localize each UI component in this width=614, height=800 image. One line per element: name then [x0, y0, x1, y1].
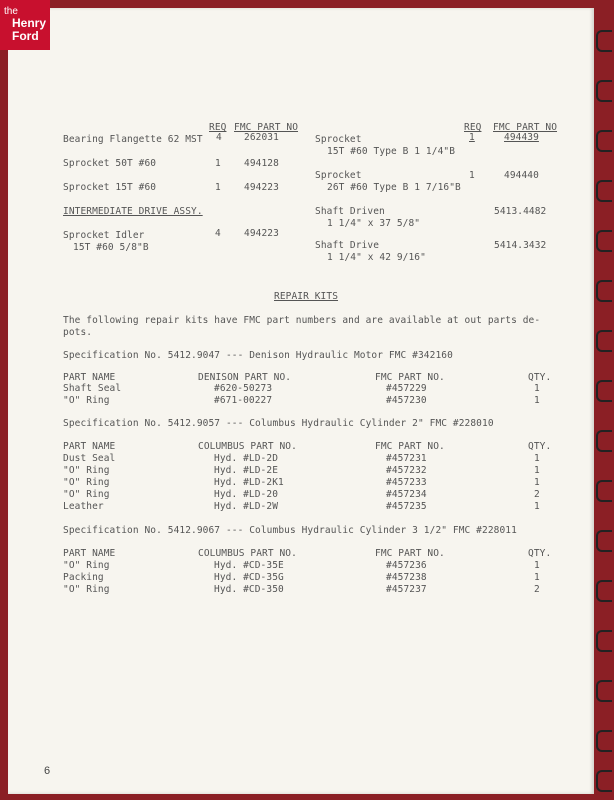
page-number: 6: [44, 765, 51, 777]
kit-qty: 1: [534, 453, 540, 464]
kit-vendor-part: Hyd. #CD-35G: [214, 572, 284, 583]
kit-part-name: Packing: [63, 572, 104, 583]
part-fmc: 5414.3432: [494, 240, 547, 251]
repair-intro-cont: pots.: [63, 327, 93, 338]
col-header-qty: QTY.: [528, 372, 552, 383]
kit-vendor-part: Hyd. #CD-35E: [214, 560, 284, 571]
left-fmc-header: FMC PART NO: [234, 122, 299, 133]
part-req: 1: [469, 170, 475, 181]
kit-fmc-part: #457233: [386, 477, 427, 488]
left-req-header: REQ: [209, 122, 227, 133]
kit-vendor-part: #671-00227: [214, 395, 273, 406]
logo-text-ford: Ford: [12, 29, 39, 43]
kit-qty: 1: [534, 395, 540, 406]
col-header-fmc-part: FMC PART NO.: [375, 441, 445, 452]
part-fmc: 494439: [504, 132, 539, 143]
binder-ring: [596, 580, 612, 602]
right-req-header: REQ: [464, 122, 482, 133]
kit-vendor-part: Hyd. #LD-2E: [214, 465, 279, 476]
repair-kits-heading: REPAIR KITS: [274, 291, 339, 302]
idler-name: Sprocket Idler: [63, 230, 145, 241]
kit-fmc-part: #457230: [386, 395, 427, 406]
logo-text-the: the: [4, 6, 18, 17]
kit-fmc-part: #457229: [386, 383, 427, 394]
kit-fmc-part: #457235: [386, 501, 427, 512]
kit-vendor-part: #620-50273: [214, 383, 273, 394]
binder-ring: [596, 380, 612, 402]
kit-vendor-part: Hyd. #LD-2K1: [214, 477, 284, 488]
kit-qty: 1: [534, 383, 540, 394]
kit-qty: 1: [534, 465, 540, 476]
binder-ring: [596, 770, 612, 792]
kit-fmc-part: #457236: [386, 560, 427, 571]
part-fmc: 494440: [504, 170, 539, 181]
kit-part-name: "O" Ring: [63, 395, 110, 406]
spec-title: Specification No. 5412.9067 --- Columbus Hydraulic Cylinder 3 1/2" FMC #228011: [63, 525, 517, 536]
binder-ring: [596, 680, 612, 702]
col-header-part-name: PART NAME: [63, 548, 116, 559]
kit-fmc-part: #457231: [386, 453, 427, 464]
part-req: 1: [215, 158, 221, 169]
col-header-fmc-part: FMC PART NO.: [375, 548, 445, 559]
part-name: Shaft Driven: [315, 206, 385, 217]
kit-vendor-part: Hyd. #CD-350: [214, 584, 284, 595]
binder-ring: [596, 480, 612, 502]
kit-part-name: Dust Seal: [63, 453, 116, 464]
kit-fmc-part: #457232: [386, 465, 427, 476]
part-fmc: 5413.4482: [494, 206, 547, 217]
binder-ring: [596, 730, 612, 752]
kit-qty: 1: [534, 560, 540, 571]
kit-vendor-part: Hyd. #LD-2D: [214, 453, 279, 464]
part-fmc: 262031: [244, 132, 279, 143]
part-spec: 1 1/4" x 42 9/16": [327, 252, 426, 263]
part-fmc: 494223: [244, 182, 279, 193]
kit-part-name: "O" Ring: [63, 560, 110, 571]
part-spec: 1 1/4" x 37 5/8": [327, 218, 421, 229]
logo-text-henry: Henry: [12, 16, 47, 30]
col-header-part-name: PART NAME: [63, 372, 116, 383]
intermediate-heading: INTERMEDIATE DRIVE ASSY.: [63, 206, 203, 217]
col-header-qty: QTY.: [528, 441, 552, 452]
binder-rings: [592, 20, 614, 800]
kit-fmc-part: #457234: [386, 489, 427, 500]
binder-ring: [596, 630, 612, 652]
kit-fmc-part: #457238: [386, 572, 427, 583]
part-fmc: 494128: [244, 158, 279, 169]
part-name: Bearing Flangette 62 MST: [63, 134, 203, 145]
right-fmc-header: FMC PART NO: [493, 122, 558, 133]
idler-fmc: 494223: [244, 228, 279, 239]
col-header-vendor-part: COLUMBUS PART NO.: [198, 548, 297, 559]
kit-qty: 1: [534, 572, 540, 583]
kit-fmc-part: #457237: [386, 584, 427, 595]
part-req: 4: [216, 132, 222, 143]
binder-ring: [596, 180, 612, 202]
binder-ring: [596, 430, 612, 452]
kit-part-name: Shaft Seal: [63, 383, 122, 394]
col-header-vendor-part: COLUMBUS PART NO.: [198, 441, 297, 452]
part-req: 1: [469, 132, 475, 143]
binder-ring: [596, 330, 612, 352]
idler-req: 4: [215, 228, 221, 239]
kit-vendor-part: Hyd. #LD-2W: [214, 501, 279, 512]
part-name: Sprocket 15T #60: [63, 182, 157, 193]
kit-qty: 2: [534, 584, 540, 595]
kit-qty: 1: [534, 477, 540, 488]
binder-ring: [596, 30, 612, 52]
part-req: 1: [215, 182, 221, 193]
part-name: Sprocket 50T #60: [63, 158, 157, 169]
kit-part-name: "O" Ring: [63, 584, 110, 595]
binder-ring: [596, 530, 612, 552]
binder-ring: [596, 80, 612, 102]
spec-title: Specification No. 5412.9047 --- Denison Hydraulic Motor FMC #342160: [63, 350, 453, 361]
kit-qty: 2: [534, 489, 540, 500]
col-header-qty: QTY.: [528, 548, 552, 559]
document-page: [8, 8, 594, 794]
part-name: Shaft Drive: [315, 240, 380, 251]
part-spec: 15T #60 Type B 1 1/4"B: [327, 146, 456, 157]
col-header-fmc-part: FMC PART NO.: [375, 372, 445, 383]
idler-spec: 15T #60 5/8"B: [73, 242, 149, 253]
part-name: Sprocket: [315, 134, 362, 145]
kit-part-name: Leather: [63, 501, 104, 512]
binder-ring: [596, 230, 612, 252]
binder-ring: [596, 130, 612, 152]
henry-ford-logo: [0, 0, 50, 50]
kit-qty: 1: [534, 501, 540, 512]
binder-ring: [596, 280, 612, 302]
spec-title: Specification No. 5412.9057 --- Columbus Hydraulic Cylinder 2" FMC #228010: [63, 418, 494, 429]
kit-vendor-part: Hyd. #LD-20: [214, 489, 279, 500]
kit-part-name: "O" Ring: [63, 465, 110, 476]
part-name: Sprocket: [315, 170, 362, 181]
col-header-vendor-part: DENISON PART NO.: [198, 372, 292, 383]
kit-part-name: "O" Ring: [63, 477, 110, 488]
col-header-part-name: PART NAME: [63, 441, 116, 452]
part-spec: 26T #60 Type B 1 7/16"B: [327, 182, 461, 193]
kit-part-name: "O" Ring: [63, 489, 110, 500]
repair-intro: The following repair kits have FMC part numbers and are available at out parts de-: [63, 315, 541, 326]
